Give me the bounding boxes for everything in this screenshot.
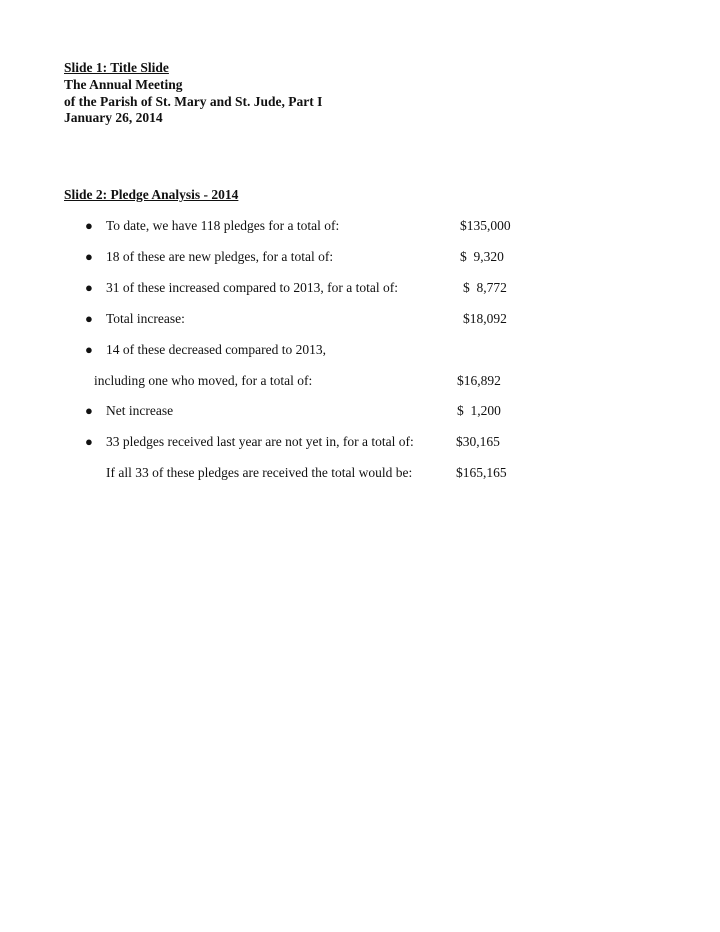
slide2-heading: Slide 2: Pledge Analysis - 2014 [64, 187, 239, 202]
pledge-row-text: Total increase: [106, 311, 185, 326]
pledge-row-amount: $30,165 [456, 434, 500, 449]
slide1-block [64, 60, 322, 127]
bullet-icon: ● [85, 218, 93, 233]
bullet-icon: ● [85, 249, 93, 264]
slide1-parish-line: of the Parish of St. Mary and St. Jude, Part I [64, 93, 323, 109]
pledge-row-amount: $ 8,772 [463, 280, 507, 295]
pledge-row-new [0, 248, 720, 266]
pledge-row-amount: $ 1,200 [457, 403, 501, 418]
slide1-heading: Slide 1: Title Slide [64, 60, 169, 75]
bullet-icon: ● [85, 342, 93, 357]
pledge-row-net [0, 402, 720, 420]
pledge-row-amount: $18,092 [463, 311, 507, 326]
pledge-row-total-increase [0, 310, 720, 328]
pledge-row-potential [0, 464, 720, 482]
pledge-row-amount: $ 9,320 [460, 249, 504, 264]
bullet-icon: ● [85, 311, 93, 326]
pledge-row-outstanding [0, 433, 720, 451]
pledge-row-text: including one who moved, for a total of: [94, 373, 313, 388]
pledge-row-text: 33 pledges received last year are not yet in, for a total of: [106, 434, 414, 449]
pledge-row-text: Net increase [106, 403, 174, 418]
bullet-icon: ● [85, 434, 93, 449]
pledge-row-amount: $16,892 [457, 373, 501, 388]
bullet-icon: ● [85, 403, 93, 418]
pledge-row-amount: $135,000 [460, 218, 511, 233]
slide1-title-line: The Annual Meeting [64, 76, 183, 92]
pledge-row-text: To date, we have 118 pledges for a total of: [106, 218, 340, 233]
slide1-date-line: January 26, 2014 [64, 110, 163, 126]
pledge-row-decreased [0, 341, 720, 359]
pledge-row-amount: $165,165 [456, 465, 507, 480]
pledge-row-text: If all 33 of these pledges are received the total would be: [106, 465, 413, 480]
pledge-row-increased [0, 279, 720, 297]
bullet-icon: ● [85, 280, 93, 295]
pledge-row-total [0, 217, 720, 235]
pledge-row-text: 18 of these are new pledges, for a total of: [106, 249, 334, 264]
pledge-row-decreased-cont [0, 372, 720, 390]
pledge-row-text: 14 of these decreased compared to 2013, [106, 342, 327, 357]
pledge-row-text: 31 of these increased compared to 2013, for a total of: [106, 280, 399, 295]
